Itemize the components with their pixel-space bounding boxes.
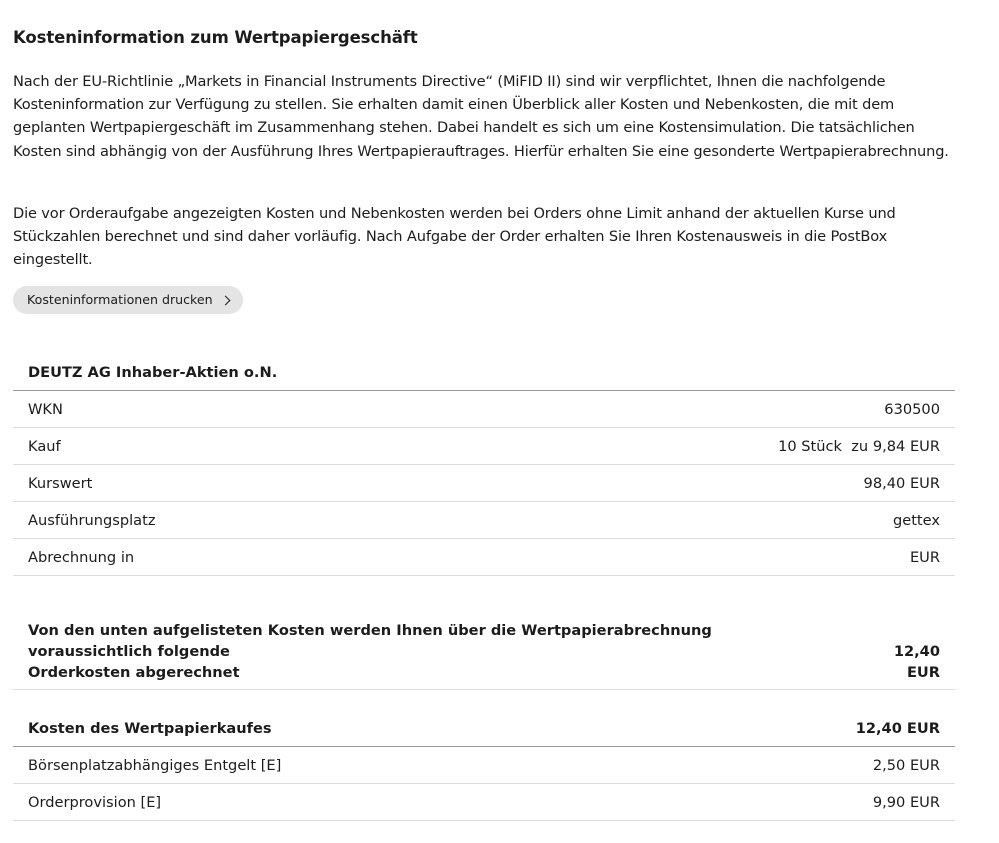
row-label: Kurswert (13, 465, 438, 502)
row-label: Abrechnung in (13, 539, 438, 576)
table-row-abrechnung (13, 539, 955, 576)
row-value: 10 Stück zu 9,84 EUR (438, 428, 955, 465)
table-row-kurswert (13, 465, 955, 502)
purchase-costs-table (13, 710, 955, 821)
row-value: 2,50 EUR (684, 747, 955, 784)
table-row-ausfuehrungsplatz (13, 502, 955, 539)
row-value: 630500 (438, 391, 955, 428)
row-label: Kauf (13, 428, 438, 465)
chevron-right-icon (220, 295, 230, 305)
row-value: 98,40 EUR (438, 465, 955, 502)
instrument-name: DEUTZ AG Inhaber-Aktien o.N. (13, 354, 955, 391)
purchase-costs-header-row (13, 710, 955, 747)
instrument-details-table (13, 354, 955, 576)
intro-paragraph-mifid: Nach der EU-Richtlinie „Markets in Financial Instruments Directive“ (MiFID II) sind wir verpflichtet, Ihnen die nachfolgende Kosteninformation zur Verfügung zu stellen. Sie erhalten damit einen Überblick aller Kosten und Nebenkosten, die mit dem geplanten Wertpapiergeschäft im Zusammenhang stehen. Dabei handelt es sich um eine Kostensimulation. Die tatsächlichen Kosten sind abhängig von der Ausführung Ihres Wertpapierauftrages. Hierfür erhalten Sie eine gesonderte Wertpapierabrechnung. (13, 73, 949, 160)
row-value: gettex (438, 502, 955, 539)
instrument-header-row (13, 354, 955, 391)
row-label: Orderprovision [E] (13, 784, 684, 821)
row-label: Börsenplatzabhängiges Entgelt [E] (13, 747, 684, 784)
order-costs-summary-table (13, 620, 955, 690)
purchase-costs-title: Kosten des Wertpapierkaufes (13, 710, 684, 747)
purchase-costs-total: 12,40 EUR (684, 710, 955, 747)
print-cost-information-button[interactable] (13, 286, 243, 314)
row-value: 9,90 EUR (684, 784, 955, 821)
summary-text-line-2: Orderkosten abgerechnet (28, 664, 240, 681)
print-button-label: Kosteninformationen drucken (27, 292, 213, 307)
row-label: WKN (13, 391, 438, 428)
summary-text-line-1: Von den unten aufgelisteten Kosten werden Ihnen über die Wertpapierabrechnung voraussichtlich folgende (28, 622, 712, 660)
row-value: EUR (438, 539, 955, 576)
order-costs-summary-row (13, 620, 955, 690)
summary-text (13, 620, 845, 690)
table-row-boersenplatz-entgelt (13, 747, 955, 784)
row-label: Ausführungsplatz (13, 502, 438, 539)
summary-value: 12,40 EUR (845, 620, 955, 690)
page-title: Kosteninformation zum Wertpapiergeschäft (13, 28, 418, 47)
intro-paragraph-preliminary: Die vor Orderaufgabe angezeigten Kosten und Nebenkosten werden bei Orders ohne Limit anhand der aktuellen Kurse und Stückzahlen berechnet und sind daher vorläufig. Nach Aufgabe der Order erhalten Sie Ihren Kostenausweis in die PostBox eingestellt. (13, 205, 896, 269)
table-row-wkn (13, 391, 955, 428)
table-row-kauf (13, 428, 955, 465)
table-row-orderprovision (13, 784, 955, 821)
